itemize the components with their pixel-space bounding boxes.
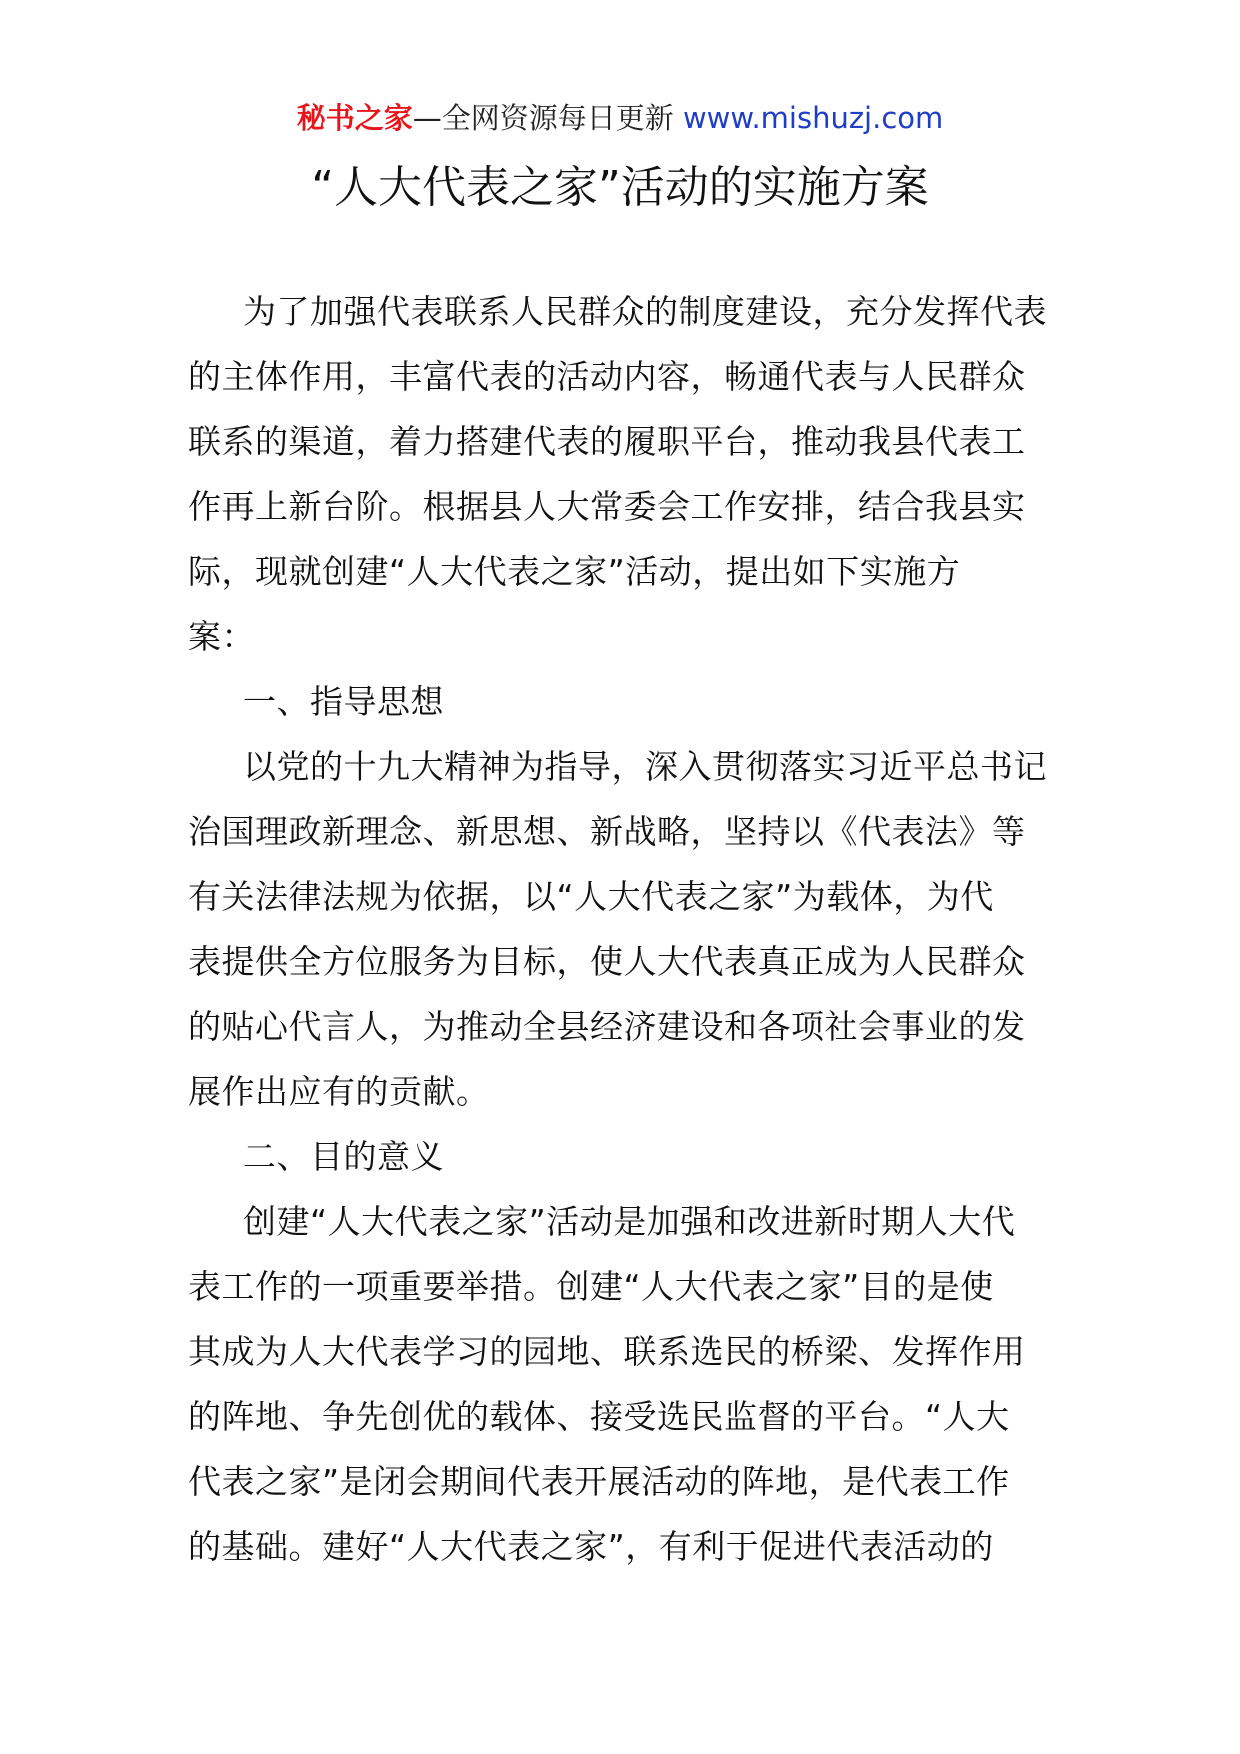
text-line: 案： (188, 617, 255, 656)
document-title: “人大代表之家”活动的实施方案 (311, 162, 929, 213)
text-line: 联系的渠道，着力搭建代表的履职平台，推动我县代表工 (188, 422, 1026, 461)
text-line: 为了加强代表联系人民群众的制度建设，充分发挥代表 (243, 292, 1047, 331)
text-line: 有关法律法规为依据，以“人大代表之家”为载体，为代 (188, 877, 994, 916)
site-brand: 秘书之家 (296, 101, 413, 135)
text-line: 一、指导思想 (243, 682, 444, 721)
site-slogan: —全网资源每日更新 (412, 101, 683, 135)
text-line: 其成为人大代表学习的园地、联系选民的桥梁、发挥作用 (188, 1332, 1026, 1371)
text-line: 创建“人大代表之家”活动是加强和改进新时期人大代 (243, 1202, 1016, 1241)
text-line: 际，现就创建“人大代表之家”活动，提出如下实施方 (188, 552, 961, 591)
text-line: 表提供全方位服务为目标，使人大代表真正成为人民群众 (188, 942, 1026, 981)
text-line: 以党的十九大精神为指导，深入贯彻落实习近平总书记 (243, 747, 1047, 786)
text-line: 表工作的一项重要举措。创建“人大代表之家”目的是使 (188, 1267, 994, 1306)
text-line: 的阵地、争先创优的载体、接受选民监督的平台。“人大 (188, 1397, 1010, 1436)
document-body (188, 292, 1058, 1592)
text-line: 作再上新台阶。根据县人大常委会工作安排，结合我县实 (188, 487, 1026, 526)
text-line: 展作出应有的贡献。 (188, 1072, 490, 1111)
text-line: 的贴心代言人，为推动全县经济建设和各项社会事业的发 (188, 1007, 1026, 1046)
site-banner (0, 98, 1240, 138)
text-line: 治国理政新理念、新思想、新战略，坚持以《代表法》等 (188, 812, 1026, 851)
text-line: 的基础。建好“人大代表之家”，有利于促进代表活动的 (188, 1527, 994, 1566)
site-url[interactable]: www.mishuzj.com (682, 101, 944, 135)
text-line: 二、目的意义 (243, 1137, 444, 1176)
text-line: 的主体作用，丰富代表的活动内容，畅通代表与人民群众 (188, 357, 1026, 396)
text-line: 代表之家”是闭会期间代表开展活动的阵地，是代表工作 (188, 1462, 1010, 1501)
